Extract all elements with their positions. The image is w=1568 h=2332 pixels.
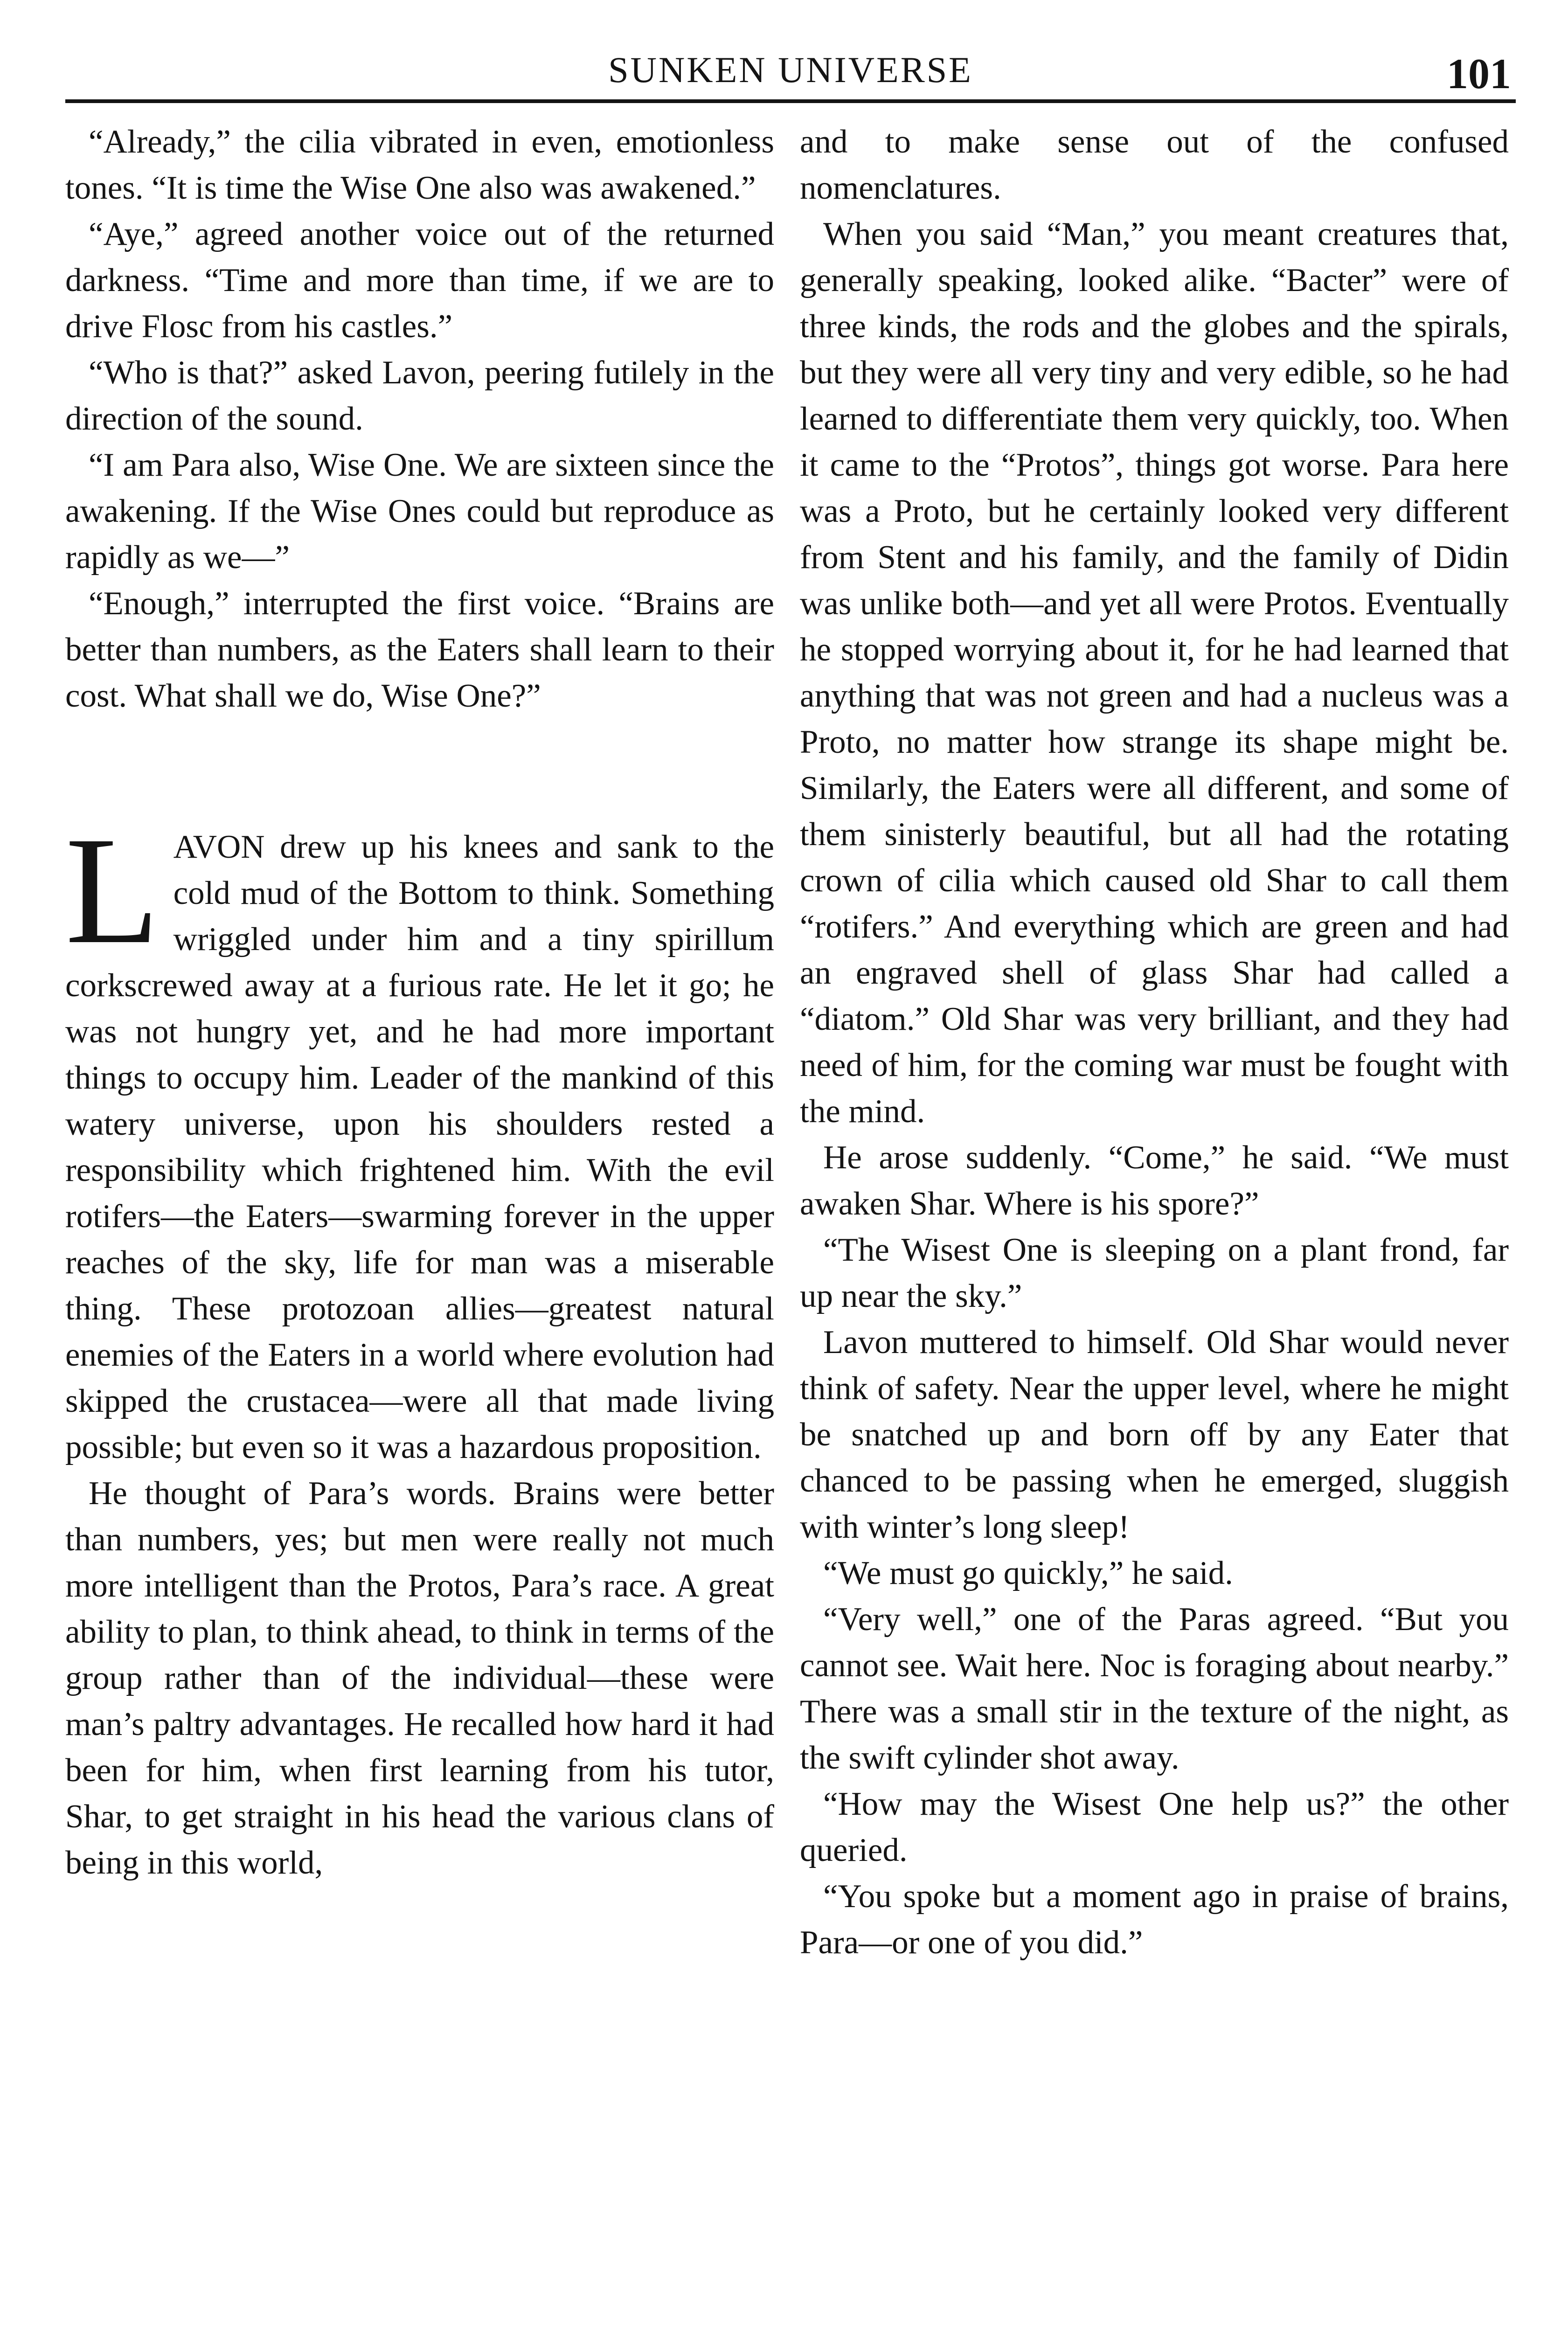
paragraph: “How may the Wisest One help us?” the other queried. [800, 1786, 1509, 1868]
paragraph: “Enough,” interrupted the first voice. “Brains are better than numbers, as the Eaters shall learn to their cost. What shall we do, Wise One?” [65, 585, 774, 714]
running-title: SUNKEN UNIVERSE [608, 49, 973, 90]
section-break [65, 719, 774, 824]
paragraph: He arose suddenly. “Come,” he said. “We must awaken Shar. Where is his spore?” [800, 1139, 1509, 1222]
drop-cap-paragraph [65, 805, 774, 1471]
paragraph: He thought of Para’s words. Brains were better than numbers, yes; but men were really not much more intelligent than the Protos, Para’s race. A great ability to plan, to think ahead, to think in terms of the group rather than of the individual—these were man’s paltry advantages. He recalled how hard it had been for him, when first learning from his tutor, Shar, to get straight in his head the various clans of being in this world, [65, 1475, 774, 1881]
page-header [65, 44, 1516, 110]
header-rule [65, 99, 1516, 103]
right-column [800, 119, 1509, 1966]
paragraph: “The Wisest One is sleeping on a plant frond, far up near the sky.” [800, 1232, 1509, 1314]
paragraph: “I am Para also, Wise One. We are sixteen since the awakening. If the Wise Ones could but reproduce as rapidly as we—” [65, 447, 774, 576]
drop-cap-letter: L [65, 805, 160, 976]
paragraph: “You spoke but a moment ago in praise of brains, Para—or one of you did.” [800, 1878, 1509, 1961]
paragraph: When you said “Man,” you meant creatures that, generally speaking, looked alike. “Bacter” were of three kinds, the rods and the globes and the spirals, but they were all very tiny and very edible, so he had learned to differentiate them very quickly, too. When it came to the “Protos”, things got worse. Para here was a Proto, but he certainly looked very different from Stent and his family, and the family of Didin was unlike both—and yet all were Protos. Eventually he stopped worrying about it, for he had learned that anything that was not green and had a nucleus was a Proto, no matter how strange its shape might be. Similarly, the Eaters were all different, and some of them sinisterly beautiful, but all had the rotating crown of cilia which caused old Shar to call them “rotifers.” And everything which are green and had an engraved shell of glass Shar had called a “diatom.” Old Shar was very brilliant, and they had need of him, for the coming war must be fought with the mind. [800, 216, 1509, 1130]
paragraph: “Aye,” agreed another voice out of the returned darkness. “Time and more than time, if we are to drive Flosc from his castles.” [65, 216, 774, 345]
page-number: 101 [1447, 50, 1511, 97]
drop-cap-paragraph-text: AVON drew up his knees and sank to the cold mud of the Bottom to think. Something wriggled under him and a tiny spirillum corkscrewed away at a furious rate. He let it go; he was not hungry yet, and he had more important things to occupy him. Leader of the mankind of this watery universe, upon his shoulders rested a responsibility which frightened him. With the evil rotifers—the Eaters—swarming forever in the upper reaches of the sky, life for man was a miserable thing. These protozoan allies—greatest natural enemies of the Eaters in a world where evolution had skipped the crustacea—were all that made living possible; but even so it was a hazardous proposition. [65, 829, 774, 1465]
continued-paragraph: and to make sense out of the confused nomenclatures. [800, 124, 1509, 206]
left-column [65, 119, 774, 1886]
paragraph: “Who is that?” asked Lavon, peering futilely in the direction of the sound. [65, 354, 774, 437]
paragraph: “Already,” the cilia vibrated in even, emotionless tones. “It is time the Wise One also was awakened.” [65, 124, 774, 206]
paragraph: “We must go quickly,” he said. [823, 1555, 1233, 1591]
paragraph: Lavon muttered to himself. Old Shar would never think of safety. Near the upper level, where he might be snatched up and born off by any Eater that chanced to be passing when he emerged, sluggish with winter’s long sleep! [800, 1324, 1509, 1545]
paragraph: “Very well,” one of the Paras agreed. “But you cannot see. Wait here. Noc is foraging about nearby.” There was a small stir in the texture of the night, as the swift cylinder shot away. [800, 1601, 1509, 1776]
